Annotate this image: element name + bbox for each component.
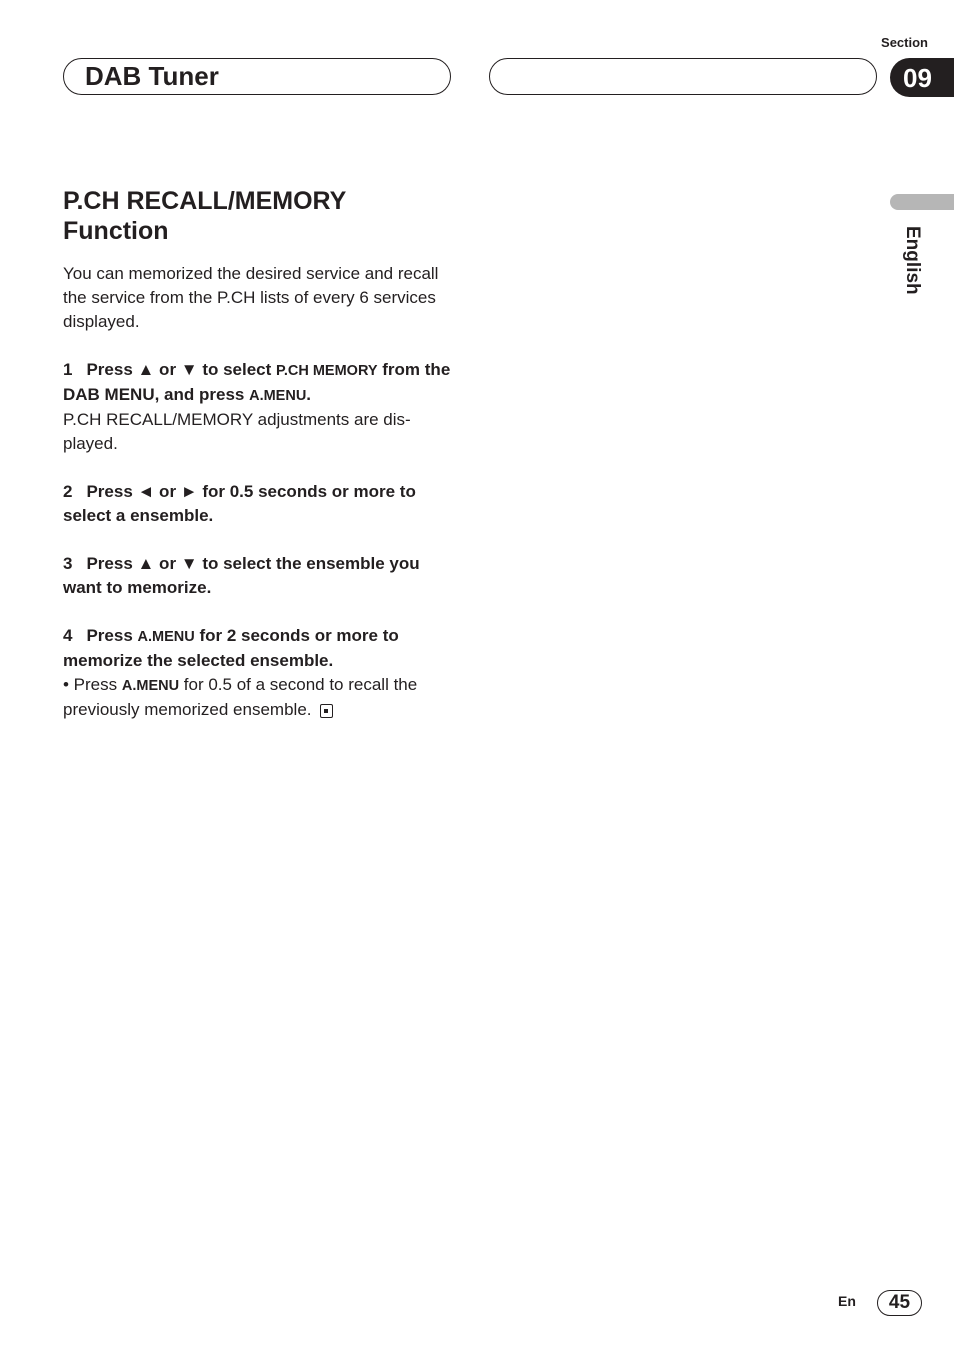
step-4 bbox=[63, 624, 453, 722]
step-text: Press ▲ or ▼ to select the ensemble you want to memorize. bbox=[63, 554, 420, 597]
intro-text: You can memorized the desired service and recall the service from the P.CH lists of every 6 services displayed. bbox=[63, 264, 439, 331]
section-tab bbox=[890, 58, 954, 97]
step-text: Press bbox=[86, 626, 138, 645]
step-text: . bbox=[306, 385, 312, 404]
bullet-text: • Press bbox=[63, 675, 122, 694]
page-title: DAB Tuner bbox=[85, 61, 219, 91]
step-text: from the bbox=[377, 360, 451, 379]
page-number: 45 bbox=[877, 1290, 922, 1316]
step-text: Press ◄ or ► for 0.5 seconds or more to select a ensemble. bbox=[63, 482, 416, 525]
step-2 bbox=[63, 480, 453, 528]
section-heading bbox=[63, 186, 453, 246]
step-3 bbox=[63, 552, 453, 600]
section-label: Section bbox=[881, 35, 928, 50]
button-name-a-menu: A.MENU bbox=[249, 388, 307, 404]
button-name-a-menu: A.MENU bbox=[137, 629, 195, 645]
page-header-title-box bbox=[63, 58, 451, 95]
step-text: , and press bbox=[154, 385, 250, 404]
step-number: 2 bbox=[63, 482, 73, 501]
page-header-blank-box bbox=[489, 58, 877, 95]
end-of-section-icon bbox=[320, 704, 333, 718]
step-text: for 2 seconds or more to memorize the selected ensemble. bbox=[63, 626, 399, 670]
button-name-pch-memory: P.CH MEMORY bbox=[276, 363, 378, 379]
button-name-a-menu: A.MENU bbox=[121, 678, 180, 694]
button-name-dab-menu: DAB MENU bbox=[63, 385, 155, 404]
language-label: English bbox=[902, 226, 923, 295]
step-text: Press ▲ or ▼ to select bbox=[86, 360, 277, 379]
step-number: 4 bbox=[63, 626, 73, 645]
step-1 bbox=[63, 358, 453, 456]
step-bullet bbox=[63, 673, 453, 722]
main-content bbox=[63, 186, 453, 722]
bullet-text: for 0.5 of a second to recall the previously memorized ensemble. bbox=[63, 675, 418, 719]
section-number: 09 bbox=[903, 63, 932, 93]
footer-language-code: En bbox=[838, 1293, 856, 1309]
step-number: 1 bbox=[63, 360, 73, 379]
heading-line2: Function bbox=[63, 217, 169, 245]
step-number: 3 bbox=[63, 554, 73, 573]
heading-line1: P.CH RECALL/MEMORY bbox=[63, 187, 347, 215]
step-note: P.CH RECALL/MEMORY adjustments are dis-played. bbox=[63, 410, 411, 453]
language-tab bbox=[890, 194, 954, 210]
